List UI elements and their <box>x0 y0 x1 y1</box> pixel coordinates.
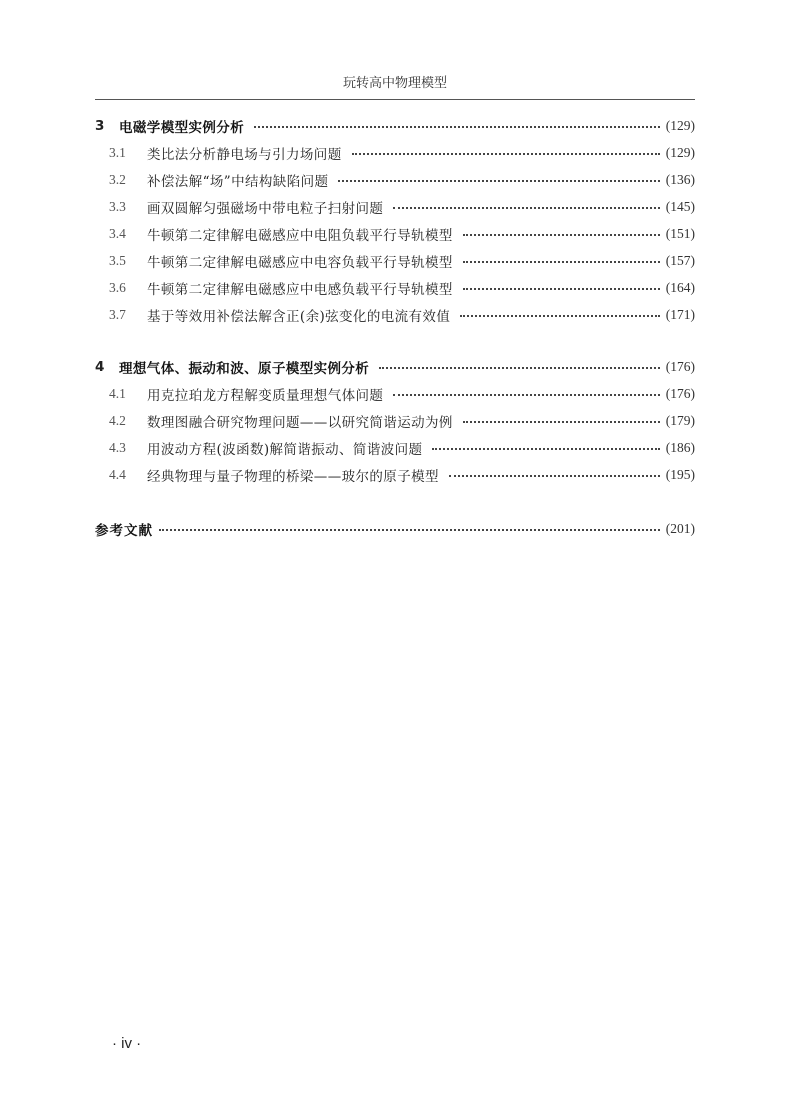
chapter-spacer <box>95 488 695 515</box>
book-title: 玩转高中物理模型 <box>342 76 447 91</box>
toc-section-3-2[interactable] <box>95 166 695 193</box>
section-title: 用波动方程(波函数)解简谐振动、简谐波问题 <box>147 441 423 458</box>
page-number: (176) <box>665 358 695 374</box>
dot-leader <box>463 261 660 263</box>
page-number: (157) <box>665 252 695 268</box>
page-number: (136) <box>665 171 695 187</box>
chapter-title: 理想气体、振动和波、原子模型实例分析 <box>119 360 370 377</box>
page-number: (201) <box>665 520 695 536</box>
dot-leader <box>463 288 660 290</box>
page-number: (179) <box>665 412 695 428</box>
dot-leader <box>254 126 660 128</box>
dot-leader <box>338 180 659 182</box>
section-number: 3.3 <box>109 198 126 214</box>
section-number: 3.1 <box>109 144 126 160</box>
page-number: (171) <box>665 306 695 322</box>
toc-section-4-1[interactable] <box>95 380 695 407</box>
section-number: 4.3 <box>109 439 126 455</box>
toc-section-3-1[interactable] <box>95 139 695 166</box>
page-folio: · iv · <box>112 1035 142 1052</box>
toc-section-3-6[interactable] <box>95 274 695 301</box>
dot-leader <box>463 421 660 423</box>
toc-section-3-5[interactable] <box>95 247 695 274</box>
page-number: (195) <box>665 466 695 482</box>
section-title: 基于等效用补偿法解含正(余)弦变化的电流有效值 <box>147 308 451 325</box>
page-number: (164) <box>665 279 695 295</box>
section-number: 4.4 <box>109 466 126 482</box>
dot-leader <box>463 234 660 236</box>
toc-section-3-3[interactable] <box>95 193 695 220</box>
chapter-number: 3 <box>95 117 105 134</box>
references-title: 参考文献 <box>95 522 153 539</box>
dot-leader <box>449 475 660 477</box>
section-number: 3.2 <box>109 171 126 187</box>
chapter-number: 4 <box>95 358 105 375</box>
section-number: 3.4 <box>109 225 126 241</box>
page-number: (176) <box>665 385 695 401</box>
section-number: 3.6 <box>109 279 126 295</box>
section-title: 类比法分析静电场与引力场问题 <box>147 146 342 163</box>
chapter-title: 电磁学模型实例分析 <box>119 119 245 136</box>
toc-section-4-2[interactable] <box>95 407 695 434</box>
section-title: 用克拉珀龙方程解变质量理想气体问题 <box>147 387 384 404</box>
dot-leader <box>393 394 659 396</box>
section-title: 补偿法解“场”中结构缺陷问题 <box>147 173 329 190</box>
toc-section-3-7[interactable] <box>95 301 695 328</box>
page-number: (129) <box>665 144 695 160</box>
section-title: 牛顿第二定律解电磁感应中电容负载平行导轨模型 <box>147 254 453 271</box>
dot-leader <box>432 448 659 450</box>
dot-leader <box>352 153 660 155</box>
dot-leader <box>379 367 660 369</box>
page-number: (186) <box>665 439 695 455</box>
section-number: 4.2 <box>109 412 126 428</box>
section-number: 4.1 <box>109 385 126 401</box>
page-number: (129) <box>665 117 695 133</box>
toc-section-4-4[interactable] <box>95 461 695 488</box>
toc-chapter-4[interactable] <box>95 353 695 380</box>
toc-section-3-4[interactable] <box>95 220 695 247</box>
section-title: 数理图融合研究物理问题——以研究简谐运动为例 <box>147 414 453 431</box>
dot-leader <box>393 207 659 209</box>
dot-leader <box>460 315 660 317</box>
section-number: 3.5 <box>109 252 126 268</box>
page-number: (151) <box>665 225 695 241</box>
toc-references[interactable] <box>95 515 695 542</box>
section-title: 画双圆解匀强磁场中带电粒子扫射问题 <box>147 200 384 217</box>
section-title: 牛顿第二定律解电磁感应中电感负载平行导轨模型 <box>147 281 453 298</box>
section-title: 牛顿第二定律解电磁感应中电阻负载平行导轨模型 <box>147 227 453 244</box>
toc-chapter-3[interactable] <box>95 112 695 139</box>
running-header <box>95 72 695 100</box>
chapter-spacer <box>95 328 695 353</box>
section-title: 经典物理与量子物理的桥梁——玻尔的原子模型 <box>147 468 439 485</box>
page-number: (145) <box>665 198 695 214</box>
section-number: 3.7 <box>109 306 126 322</box>
table-of-contents <box>95 112 695 542</box>
toc-section-4-3[interactable] <box>95 434 695 461</box>
dot-leader <box>159 529 660 531</box>
